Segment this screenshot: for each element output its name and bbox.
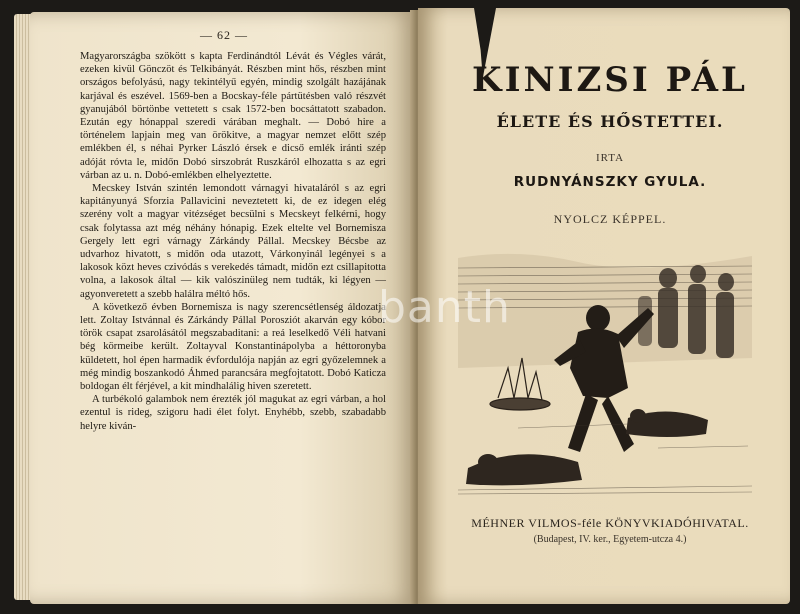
left-page-body	[80, 50, 386, 433]
book-subtitle: ÉLETE ÉS HŐSTETTEI.	[496, 112, 724, 131]
byline-label: IRTA	[595, 152, 625, 164]
paragraph-2: Mecskey István szintén lemondott várnagyi hivataláról s az egri kapitányunyá Sforzia Pallavicini neveztetett ki, de ez idegen elég szerény volt a magyar vitézséget becsülni s Mecskeyt felkérni, hogy csak folytassa azt még néhány hónapig. Ezek eltelte vel Bornemisza Gergely lett egri várnagy Zárkándy Pállal. Mecskey Bécsbe az udvarhoz hivatott, s midőn oda utazott, Várkonyinál legényei s a lakosok közt heves czivódás s verekedés támadt, midőn ezt csillapitotta volna, a lakosok által — kik valószinüleg nem tudták, ki légyen — agyonveretett a szebb halálra méltó hős.	[80, 183, 386, 300]
illustrations-note: NYOLCZ KÉPPEL.	[553, 212, 667, 226]
watermark: banth	[378, 282, 511, 333]
publisher: MÉHNER VILMOS-féle KÖNYVKIADÓHIVATAL.	[471, 516, 749, 530]
author-name: RUDNYÁNSZKY GYULA.	[513, 174, 707, 190]
paragraph-4: A turbékoló galambok nem érezték jól magukat az egri várban, a hol ezentul is rideg, szigoru hadi élet folyt. Enyhébb, szebb, szabadabb helyre kiván-	[80, 394, 386, 432]
page-number: — 62 —	[200, 28, 248, 42]
book-title: KINIZSI PÁL	[472, 60, 748, 100]
publisher-address: (Budapest, IV. ker., Egyetem-utcza 4.)	[533, 534, 687, 545]
engraving-illustration	[458, 248, 752, 498]
paragraph-3: A következő évben Bornemisza is nagy szerencsétlenség áldozatja lett. Zoltay Istvánnal és Zárkándy Pállal Porosziót akarván egy kóbor török csapat zsarolásától megszabaditani: a reá leselkedő Véli hatvani bég körmeibe került. Zoltayval Konstantinápolyba a héttoronyba küldetett, hol épen harmadik évfordulója napján az egri győzelemnek a még mindig boszankodó Áhmed parancsára megfojtatott. Dobó Katicza boldogan élt férjével, a kit mindhalálig hiven szeretett.	[80, 301, 386, 393]
paragraph-1: Magyarországba szökött s kapta Ferdinándtól Lévát és Végles várát, ezeken kivül Gönczöt és Telkibányát. Részben mint hős, részben mint országos befolyású, nagy tekintélyű egyén, mindig szolgált hazájának karjával és eszével. 1569-ben a Bocskay-féle pártütésben való részvét gyanujából börtönbe vettetett s csak 1572-ben bocsáttatott szabadon. Ezután egy hónappal szeredi várában meghalt. — Dobó hire a történelem lapjain meg van örökitve, a magyar nemzet előtt szép emlékben él, s néhai Pyrker László érsek e dicső emlék iránti szép adóját róvta le, midőn Dobó sirszobrát Ruszkáról elhozatta s az egri várban az u. n. Dobó-emlékben elhelyeztette.	[80, 51, 386, 181]
